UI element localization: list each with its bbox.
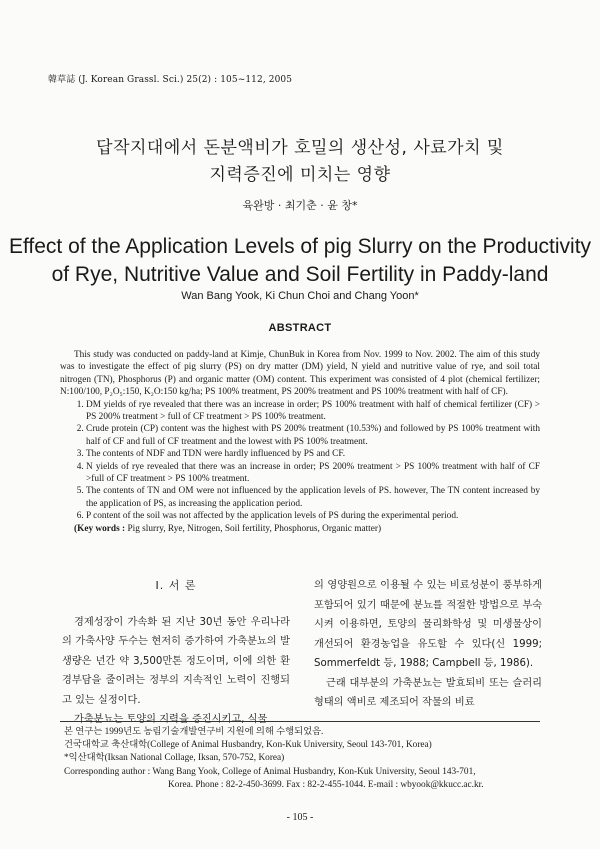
section-heading-introduction: Ⅰ. 서 론: [155, 579, 197, 592]
abstract-finding-5: 5. The contents of TN and OM were not influenced by the application levels of PS. however, The TN content increased by the application of PS, as increasing the application period.: [86, 485, 540, 510]
intro-paragraph-1: 경제성장이 가속화 된 지난 30년 동안 우리나라의 가축사양 두수는 현저히 증가하여 가축분뇨의 발생량은 년간 약 3,500만톤 정도이며, 이에 의한 환경부담을 줄이려는 정부의 지속적인 노력이 진행되고 있는 실정이다.: [62, 616, 290, 706]
intro-paragraph-2-continued: 의 영양원으로 이용될 수 있는 비료성분이 풍부하게 포함되어 있기 때문에 분뇨를 적절한 방법으로 부숙시켜 이용하면, 토양의 물리화학성 및 미생물상이 개선되어 환경농업을 유도할 수 있다(신 1999; Sommerfeldt 등, 1988; Campbell 등, 1986).: [314, 580, 542, 669]
intro-paragraph-2: 가축분뇨는 토양의 지력을 증진시키고, 식물: [74, 714, 268, 725]
abstract-finding-1: 1. DM yields of rye revealed that there was an increase in order; PS 100% treatment with half of chemical fertilizer (CF) > PS 200% treatment > full of CF treatment > PS 100% treatment.: [86, 399, 540, 424]
body-column-right: [314, 576, 542, 713]
abstract-body: [60, 349, 540, 535]
korean-authors: 육완방 · 최기춘 · 윤 창*: [242, 199, 358, 212]
intro-paragraph-3: 근래 대부분의 가축분뇨는 발효퇴비 또는 슬러리 형태의 액비로 제조되어 작물의 비료: [314, 677, 542, 708]
abstract-finding-3: 3. The contents of NDF and TDN were hardly influenced by PS and CF.: [86, 448, 540, 460]
abstract-finding-2: 2. Crude protein (CP) content was the highest with PS 200% treatment (10.53%) and followed by PS 100% treatment with half of CF and full of CF treatment and the lowest with PS 100% treatment.: [86, 423, 540, 448]
footnotes: [64, 726, 544, 792]
abstract-intro: This study was conducted on paddy-land at Kimje, ChunBuk in Korea from Nov. 1999 to Nov. 2002. The aim of this study was to investigate the effect of pig slurry (PS) on dry matter (DM) yield, N yield and nutritive value of rye, and soil total nitrogen (TN), Phosphorus (P) and organic matter (OM) content. This experiment was consisted of 4 plot (chemical fertilizer; N:100/100, P₂O₅:150, K₂O:150 kg/ha; PS 100% treatment, PS 200% treatment and PS 100% treatment with half of CF).: [60, 350, 540, 398]
keywords-label: (Key words :: [74, 523, 126, 534]
footnote-affiliation-1: 건국대학교 축산대학(College of Animal Husbandry, Kon-Kuk University, Seoul 143-701, Korea): [64, 740, 432, 751]
footnote-corresponding-author: Corresponding author : Wang Bang Yook, College of Animal Husbandry, Kon-Kuk University, Seoul 143-701,: [64, 766, 476, 777]
footnote-contact: Korea. Phone : 82-2-450-3699. Fax : 82-2-455-1044. E-mail : wbyook@kkucc.ac.kr.: [168, 779, 484, 790]
footnote-affiliation-2: *익산대학(Iksan National Collage, Iksan, 570-752, Korea): [64, 753, 285, 764]
english-authors: Wan Bang Yook, Ki Chun Choi and Chang Yoon*: [181, 290, 419, 302]
abstract-findings-list: [60, 399, 540, 523]
footnote-divider: [60, 721, 540, 722]
english-title: [0, 233, 600, 289]
abstract-heading: ABSTRACT: [268, 322, 332, 334]
journal-citation: 韓草誌 (J. Korean Grassl. Sci.) 25(2) : 105~112, 2005: [48, 75, 293, 85]
page-number: - 105 -: [286, 812, 314, 823]
keywords: [60, 523, 540, 535]
korean-title: [0, 135, 600, 189]
abstract-finding-4: 4. N yields of rye revealed that there was an increase in order; PS 200% treatment > PS 100% treatment with half of CF >full of CF treatment > PS 100% treatment.: [86, 461, 540, 486]
english-title-line1: Effect of the Application Levels of pig Slurry on the Productivity: [8, 235, 592, 258]
english-title-line2: of Rye, Nutritive Value and Soil Fertility in Paddy-land: [51, 263, 549, 286]
korean-title-line2: 지력증진에 미치는 영향: [209, 165, 391, 185]
korean-title-line1: 답작지대에서 돈분액비가 호밀의 생산성, 사료가치 및: [96, 138, 504, 158]
keywords-list: Pig slurry, Rye, Nitrogen, Soil fertility, Phosphorus, Organic matter): [125, 523, 382, 534]
abstract-finding-6: 6. P content of the soil was not affected by the application levels of PS during the experimental period.: [86, 510, 540, 522]
footnote-funding: 본 연구는 1999년도 농림기술개발연구비 지원에 의해 수행되었음.: [64, 727, 324, 737]
body-column-left: [62, 576, 290, 730]
